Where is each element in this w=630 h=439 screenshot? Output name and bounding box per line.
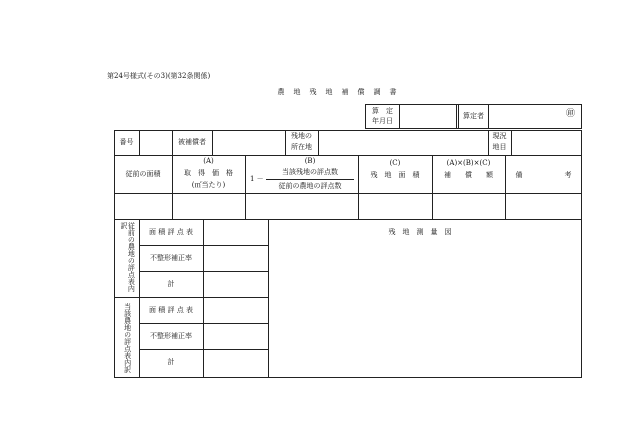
number-field[interactable] xyxy=(140,131,172,155)
b-fraction-line xyxy=(266,179,354,180)
prev-area-score-field[interactable] xyxy=(204,220,268,245)
curr-area-score-label: 面 積 評 点 表 xyxy=(149,306,193,314)
status-label-2: 地目 xyxy=(492,143,507,151)
note-header: 備 考 xyxy=(515,171,572,179)
remaining-area-field[interactable] xyxy=(359,194,432,219)
curr-total-label: 計 xyxy=(167,358,175,366)
prev-area-field[interactable] xyxy=(115,194,172,219)
prev-breakdown-label: 従前の農地の評点表内訳 xyxy=(120,222,136,292)
prev-irregular-label: 不整形補正率 xyxy=(150,254,192,262)
calc-date-field[interactable] xyxy=(400,105,456,128)
curr-total-field[interactable] xyxy=(204,350,268,377)
calc-date-label-2: 年月日 xyxy=(372,117,393,125)
c-tag: (C) xyxy=(389,159,401,167)
per-sqm-unit: (㎡当たり) xyxy=(191,181,226,189)
location-label: 残地の xyxy=(291,132,312,140)
acquisition-price-field[interactable] xyxy=(173,194,245,219)
form-number: 第24号様式(その3)(第32条関係) xyxy=(107,72,211,80)
compensated-label: 被補償者 xyxy=(178,138,206,146)
curr-irregular-label: 不整形補正率 xyxy=(150,332,192,340)
ratio-field[interactable] xyxy=(246,194,358,219)
survey-map-title: 残 地 測 量 図 xyxy=(388,228,452,236)
curr-irregular-field[interactable] xyxy=(204,324,268,349)
a-tag: (A) xyxy=(203,157,214,165)
b-numerator: 当該残地の評点数 xyxy=(282,168,338,176)
curr-breakdown-label: 当該農地の評点表内訳 xyxy=(123,303,132,373)
prev-total-label: 計 xyxy=(167,280,175,288)
note-field[interactable] xyxy=(506,194,582,219)
status-field[interactable] xyxy=(512,131,582,155)
document-title: 農 地 残 地 補 償 調 書 xyxy=(277,88,398,96)
curr-area-score-field[interactable] xyxy=(204,298,268,323)
prev-area-score-label: 面 積 評 点 表 xyxy=(149,228,193,236)
b-denominator: 従前の農地の評点数 xyxy=(278,182,342,190)
b-tag: (B) xyxy=(304,157,316,165)
calc-date-label: 算 定 xyxy=(372,107,393,115)
status-label: 現況 xyxy=(492,132,507,140)
location-label-2: 所在地 xyxy=(291,143,312,151)
survey-map-area[interactable] xyxy=(269,242,581,377)
number-label: 番号 xyxy=(119,138,134,146)
seal-mark: ㊞ xyxy=(566,109,576,119)
prev-area-header: 従前の面積 xyxy=(125,170,161,178)
b-prefix: 1 － xyxy=(250,175,264,183)
calculator-field[interactable] xyxy=(489,105,569,128)
acquisition-price-header: 取 得 価 格 xyxy=(184,169,233,177)
remaining-area-header: 残 地 面 積 xyxy=(370,171,420,179)
compensation-field[interactable] xyxy=(433,194,505,219)
compensation-header: 補 償 額 xyxy=(444,171,493,179)
calculator-label: 算定者 xyxy=(463,112,484,120)
prev-irregular-field[interactable] xyxy=(204,246,268,271)
compensated-field[interactable] xyxy=(213,131,285,155)
location-field[interactable] xyxy=(319,131,488,155)
compensation-tag: (A)×(B)×(C) xyxy=(446,159,491,167)
prev-total-field[interactable] xyxy=(204,272,268,297)
